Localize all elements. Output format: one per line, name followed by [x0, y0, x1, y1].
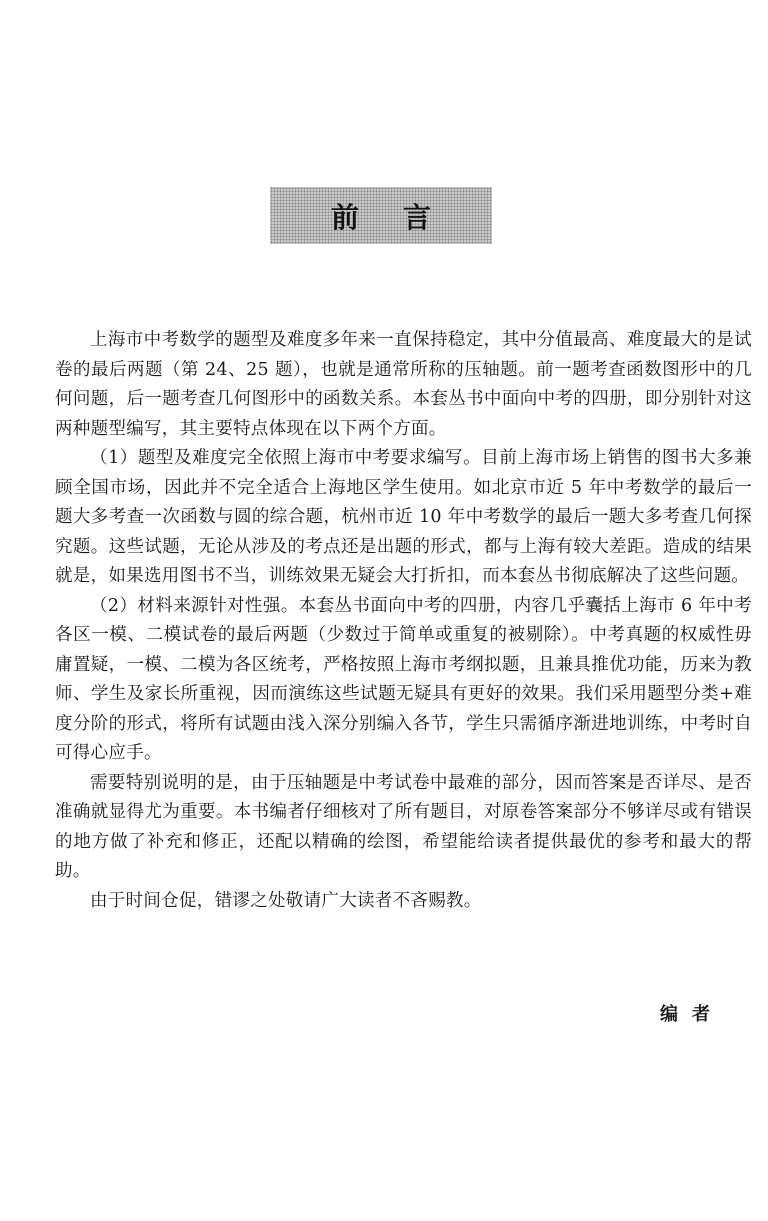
author-signature: 编者 — [660, 1004, 724, 1025]
paragraph-intro: 上海市中考数学的题型及难度多年来一直保持稳定，其中分值最高、难度最大的是试卷的最后两题（第 24、25 题），也就是通常所称的压轴题。前一题考查函数图形中的几何问题，后一题考查几何图形中的函数关系。本套丛书中面向中考的四册，即分别针对这两种题型编写，其主要特点体现在以下两个方面。 — [55, 330, 752, 439]
paragraph-point-1: （1）题型及难度完全依照上海市中考要求编写。目前上海市场上销售的图书大多兼顾全国市场，因此并不完全适合上海地区学生使用。如北京市近 5 年中考数学的最后一题大多考查一次函数与圆的综合题，杭州市近 10 年中考数学的最后一题大多考查几何探究题。这些试题，无论从涉及的考点还是出题的形式，都与上海有较大差距。造成的结果就是，如果选用图书不当，训练效果无疑会大打折扣，而本套丛书彻底解决了这些问题。 — [55, 448, 752, 586]
paragraph-answers-note: 需要特别说明的是，由于压轴题是中考试卷中最难的部分，因而答案是否详尽、是否准确就显得尤为重要。本书编者仔细核对了所有题目，对原卷答案部分不够详尽或有错误的地方做了补充和修正，还配以精确的绘图，希望能给读者提供最优的参考和最大的帮助。 — [55, 772, 752, 881]
paragraph-closing: 由于时间仓促，错谬之处敬请广大读者不吝赐教。 — [90, 890, 482, 911]
paragraph-point-2: （2）材料来源针对性强。本套丛书面向中考的四册，内容几乎囊括上海市 6 年中考各区一模、二模试卷的最后两题（少数过于简单或重复的被剔除）。中考真题的权威性毋庸置疑，一模、二模为各区统考，严格按照上海市考纲拟题，且兼具推优功能，历来为教师、学生及家长所重视，因而演练这些试题无疑具有更好的效果。我们采用题型分类+难度分阶的形式，将所有试题由浅入深分别编入各节，学生只需循序渐进地训练，中考时自可得心应手。 — [55, 595, 752, 763]
page-title: 前言 — [330, 200, 475, 234]
title-banner — [270, 187, 492, 244]
preface-body — [55, 326, 752, 916]
